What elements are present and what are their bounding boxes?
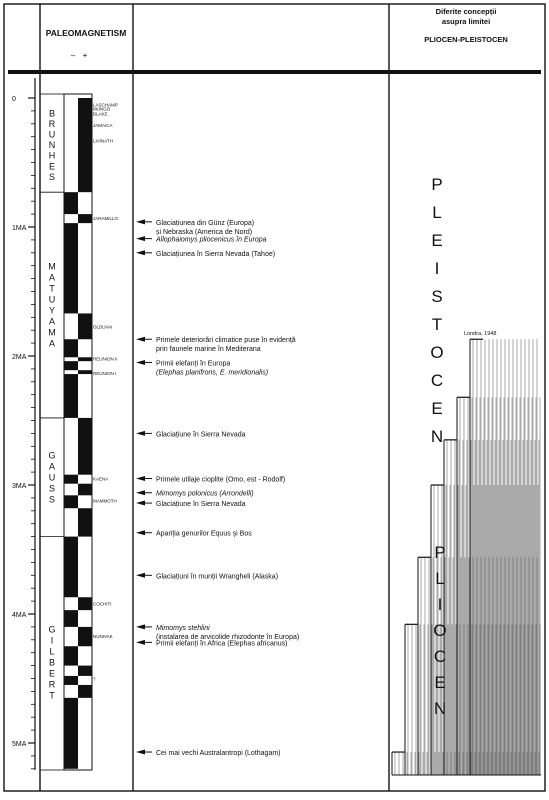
subchron-label: REUNION I	[93, 370, 117, 376]
epoch-letter: G	[48, 450, 56, 461]
epoch-letter: H	[48, 150, 56, 161]
subchron-label: MUNGO	[93, 106, 111, 112]
event-text: Cei mai vechi Australantropi (Lothagam)	[156, 750, 281, 758]
normal-polarity-bar	[78, 418, 92, 475]
event-text: și Nebraska (America de Nord)	[156, 228, 253, 236]
epoch-letter: E	[48, 161, 56, 172]
concept-label: Londra, 1948	[464, 331, 497, 338]
subchron-label: REUNION II	[93, 356, 118, 362]
pleistocen-letter: N	[430, 427, 444, 446]
normal-polarity-bar	[78, 370, 92, 374]
event-text: Mimomys polonicus (Arrondelli)	[156, 490, 254, 498]
axis-ticks	[28, 98, 35, 769]
normal-polarity-bar	[78, 484, 92, 496]
event-text: (instalarea de arvicolide rhizodonte în Europa)	[156, 633, 300, 641]
epoch-letter: S	[48, 483, 56, 494]
normal-polarity-bar	[78, 597, 92, 610]
reversed-polarity-bar	[64, 374, 78, 418]
pleistocen-letter: O	[430, 343, 444, 362]
subchron-label: LIVINATH	[93, 138, 113, 144]
pliocen-letter: I	[437, 595, 443, 614]
reversed-polarity-bar	[64, 646, 78, 665]
epoch-letter: B	[48, 108, 56, 119]
reversed-polarity-bar	[64, 537, 78, 598]
event-arrow	[136, 640, 145, 645]
reversed-polarity-bar	[64, 698, 78, 769]
reversed-polarity-bar	[64, 192, 78, 214]
event-text: Primele utilaje cioplite (Omo, est - Rodolf)	[156, 476, 286, 484]
normal-polarity-bar	[78, 685, 92, 698]
event-arrow	[136, 250, 145, 255]
normal-polarity-bar	[78, 666, 92, 676]
pleistocen-letter: L	[432, 203, 442, 222]
reversed-polarity-bar	[64, 610, 78, 627]
subchron-label: JAMAICA	[93, 123, 113, 129]
event-arrow	[136, 750, 145, 755]
subchron-label: NUNIVAK	[93, 633, 113, 639]
pleistocen-letter: E	[431, 231, 443, 250]
event-arrow	[136, 219, 145, 224]
subchron-label: JARAMILLO	[93, 215, 119, 221]
event-text: Glaciațiunea în Sierra Nevada (Tahoe)	[156, 250, 276, 258]
epoch-letter: R	[48, 118, 56, 129]
normal-polarity-bar	[78, 98, 92, 192]
event-arrow	[136, 490, 145, 495]
epoch-letter: A	[48, 338, 56, 349]
subchron-label: OLDUVAI	[93, 324, 113, 330]
epoch-letter: N	[48, 140, 56, 151]
epoch-letter: L	[49, 646, 55, 657]
normal-polarity-bar	[78, 508, 92, 536]
reversed-polarity-bar	[64, 223, 78, 313]
event-text: Primii elefanți în Africa (Elephas africanus)	[156, 640, 288, 648]
event-text: Allophaiomys pliocenicus în Europa	[156, 236, 267, 244]
axis-label: 1MA	[12, 225, 27, 232]
event-text: Apariția genurilor Equus și Bos	[156, 530, 252, 538]
reversed-polarity-bar	[64, 361, 78, 370]
event-text: Glaciațiune în Sierra Nevada	[156, 501, 246, 509]
epoch-letter: S	[48, 171, 56, 182]
reversed-polarity-bar	[64, 339, 78, 357]
pleistocen-letter: E	[431, 399, 443, 418]
pleistocen-letter: C	[430, 371, 444, 390]
epoch-letter: A	[48, 316, 56, 327]
reversed-polarity-bar	[64, 676, 78, 685]
epoch-letter: A	[48, 461, 56, 472]
subchron-label: BLAKE	[93, 111, 108, 117]
axis-label: 3MA	[12, 483, 27, 490]
epoch-letter: A	[48, 272, 56, 283]
events	[136, 219, 299, 757]
reversed-polarity-bar	[64, 495, 78, 508]
polarity-plus: +	[82, 51, 88, 60]
subchron-label: KAENA	[93, 476, 109, 482]
pliocen-letter: N	[433, 699, 447, 718]
normal-polarity-bar	[78, 313, 92, 339]
pliocen-letter: P	[434, 543, 446, 562]
polarity-minus: –	[70, 51, 76, 60]
epoch-letter: M	[48, 261, 56, 272]
reversed-polarity-bar	[64, 475, 78, 484]
event-text: Glaciațiunea din Günz (Europa)	[156, 219, 255, 227]
epoch-letter: T	[49, 690, 55, 701]
paleomag-title: PALEOMAGNETISM	[45, 28, 127, 38]
epoch-letter: M	[48, 327, 56, 338]
epoch-letter: I	[50, 635, 54, 646]
epoch-letter: S	[48, 494, 56, 505]
pleistocen-letter: P	[431, 175, 443, 194]
axis-label: 5MA	[12, 741, 27, 748]
pleistocen-letter: S	[431, 287, 443, 306]
axis-label: 2MA	[12, 354, 27, 361]
pliocen-letter: C	[433, 647, 447, 666]
epoch-letter: E	[48, 668, 56, 679]
event-arrow	[136, 476, 145, 481]
event-text: Primele deteriorări climatice puse în evidență	[156, 337, 296, 345]
epoch-labels	[40, 108, 64, 700]
event-arrow	[136, 573, 145, 578]
event-arrow	[136, 337, 145, 342]
event-text: (Elephas planifrons, E. meridionalis)	[156, 369, 269, 377]
pliocen-letter: O	[433, 621, 447, 640]
event-arrow	[136, 360, 145, 365]
event-text: Mimomys stehlini	[156, 624, 210, 632]
epoch-letter: G	[48, 624, 56, 635]
epoch-letter: U	[48, 472, 56, 483]
epoch-letter: U	[48, 294, 56, 305]
pliocen-letter: L	[435, 569, 445, 588]
pliocen-letter: E	[434, 673, 446, 692]
pleistocen-letter: T	[431, 315, 443, 334]
subchron-label: COCHITI	[93, 601, 112, 607]
event-text: Primii elefanți în Europa	[156, 360, 231, 368]
subchron-label: ?	[93, 676, 96, 682]
epoch-letter: T	[49, 283, 55, 294]
epoch-letter: R	[48, 679, 56, 690]
axis-label: 0	[12, 96, 16, 103]
normal-polarity-bar	[78, 214, 92, 223]
normal-polarity-bar	[78, 627, 92, 646]
event-arrow	[136, 530, 145, 535]
right-title-2: asupra limitei	[441, 17, 491, 26]
axis-labels	[12, 96, 27, 748]
epoch-letter: U	[48, 129, 56, 140]
concept-columns	[392, 331, 541, 775]
right-title-1: Diferite concepții	[435, 7, 497, 16]
event-arrow	[136, 431, 145, 436]
axis-label: 4MA	[12, 612, 27, 619]
epoch-letter: Y	[48, 305, 56, 316]
normal-polarity-bar	[78, 357, 92, 361]
event-arrow	[136, 236, 145, 241]
subchron-labels	[93, 102, 119, 681]
pleistocen-letter: I	[434, 259, 440, 278]
subchron-label: MAMMOTH	[93, 498, 117, 504]
event-text: Glaciațiune în Sierra Nevada	[156, 431, 246, 439]
event-arrow	[136, 624, 145, 629]
right-title-3: PLIOCEN-PLEISTOCEN	[424, 35, 508, 44]
epoch-letter: B	[48, 657, 56, 668]
event-arrow	[136, 501, 145, 506]
event-text: Glaciațiuni în munții Wrangheli (Alaska)	[156, 573, 279, 581]
subchron-label: LASCHAMP	[93, 102, 118, 108]
event-text: prin faunele marine în Mediterana	[156, 346, 261, 354]
